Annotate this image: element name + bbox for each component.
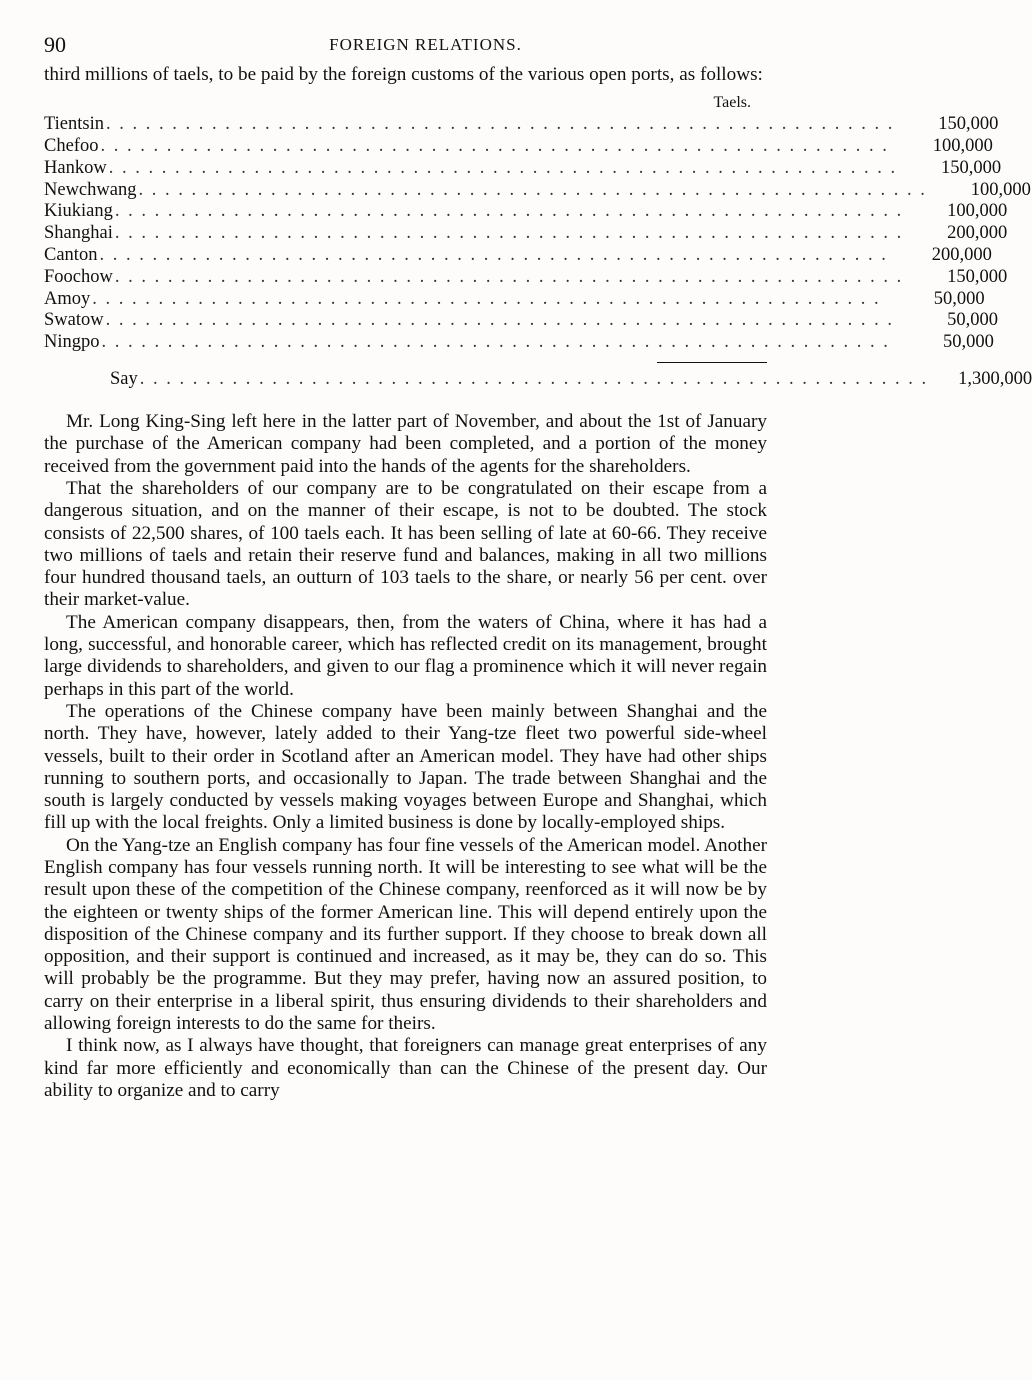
leader-dots: . . . . . . . . . . . . . . . . . . . . . . . . . . . . . . . . . . . . . . . . . . . . . . . . . . . . . . . . . . . . — [138, 179, 927, 200]
paragraph: Mr. Long King-Sing left here in the latter part of November, and about the 1st of January the purchase of the American company had been completed, and a portion of the money received from the government paid into the hands of the agents for the shareholders. — [44, 411, 767, 477]
total-amount: 1,300,000 — [958, 369, 1032, 390]
table-row — [44, 201, 1008, 223]
leader-dots: . . . . . . . . . . . . . . . . . . . . . . . . . . . . . . . . . . . . . . . . . . . . . . . . . . . . . . . . . . . . — [105, 310, 894, 331]
tael-amount: 100,000 — [970, 179, 1031, 200]
total-label: Say — [110, 369, 138, 390]
leader-dots: . . . . . . . . . . . . . . . . . . . . . . . . . . . . . . . . . . . . . . . . . . . . . . . . . . . . . . . . . . . . — [114, 201, 904, 222]
leader-dots: . . . . . . . . . . . . . . . . . . . . . . . . . . . . . . . . . . . . . . . . . . . . . . . . . . . . . . . . . . . . — [99, 245, 888, 266]
port-name: Chefoo — [44, 136, 99, 157]
table-row — [44, 310, 998, 332]
table-row — [44, 223, 1008, 245]
leader-dots: . . . . . . . . . . . . . . . . . . . . . . . . . . . . . . . . . . . . . . . . . . . . . . . . . . . . . . . . . . . . — [139, 369, 929, 390]
table-row — [44, 245, 992, 267]
tael-amount: 100,000 — [947, 201, 1008, 222]
table-row — [44, 157, 1002, 180]
table-row — [44, 179, 1031, 202]
paragraph: I think now, as I always have thought, that foreigners can manage great enterprises of any kind far more efficiently and economically than can the Chinese of the present day. Our ability to organize and to carry — [44, 1035, 767, 1101]
tael-amount: 150,000 — [940, 157, 1002, 178]
page-number: 90 — [44, 32, 66, 57]
table-unit-label: Taels. — [713, 94, 751, 112]
running-head: FOREIGN RELATIONS. — [329, 35, 522, 54]
tael-amount: 50,000 — [943, 332, 994, 353]
page-header — [44, 30, 767, 64]
port-name: Ningpo — [44, 332, 100, 353]
port-name: Tientsin — [44, 114, 104, 135]
table-row — [44, 266, 1008, 289]
table-row — [44, 136, 993, 158]
port-name: Kiukiang — [44, 201, 113, 222]
port-name: Canton — [44, 245, 98, 266]
leader-dots: . . . . . . . . . . . . . . . . . . . . . . . . . . . . . . . . . . . . . . . . . . . . . . . . . . . . . . . . . . . . — [114, 266, 904, 287]
table-rows — [44, 114, 1031, 354]
tael-amount: 50,000 — [947, 310, 998, 331]
leader-dots: . . . . . . . . . . . . . . . . . . . . . . . . . . . . . . . . . . . . . . . . . . . . . . . . . . . . . . . . . . . . — [108, 157, 898, 178]
port-name: Foochow — [44, 266, 113, 287]
body-text — [44, 411, 767, 1102]
leader-dots: . . . . . . . . . . . . . . . . . . . . . . . . . . . . . . . . . . . . . . . . . . . . . . . . . . . . . . . . . . . . — [92, 288, 881, 309]
intro-paragraph: third millions of taels, to be paid by the foreign customs of the various open ports, as follows: — [44, 64, 763, 85]
leader-dots: . . . . . . . . . . . . . . . . . . . . . . . . . . . . . . . . . . . . . . . . . . . . . . . . . . . . . . . . . . . . — [105, 114, 895, 135]
table-row — [44, 114, 999, 136]
port-name: Shanghai — [44, 223, 113, 244]
table-row — [44, 332, 994, 354]
leader-dots: . . . . . . . . . . . . . . . . . . . . . . . . . . . . . . . . . . . . . . . . . . . . . . . . . . . . . . . . . . . . — [101, 332, 890, 353]
paragraph: The American company disappears, then, from the waters of China, where it has had a long, successful, and honorable career, which has reflected credit on its management, brought large dividends to shareholders, and given to our flag a prominence which it will never regain perhaps in this part of the world. — [44, 611, 767, 700]
table-total-row — [44, 369, 1032, 393]
customs-table — [44, 92, 1032, 393]
port-name: Hankow — [44, 157, 107, 178]
port-name: Swatow — [44, 310, 104, 331]
tael-amount: 150,000 — [938, 114, 999, 135]
table-row — [44, 288, 985, 311]
port-name: Newchwang — [44, 179, 137, 200]
tael-amount: 200,000 — [947, 223, 1008, 244]
leader-dots: . . . . . . . . . . . . . . . . . . . . . . . . . . . . . . . . . . . . . . . . . . . . . . . . . . . . . . . . . . . . — [100, 136, 889, 157]
paragraph: On the Yang-tze an English company has four fine vessels of the American model. Another English company has four vessels running north. It will be interesting to see what will be the result upon these of the competition of the Chinese company, reenforced as it will now be by the eighteen or twenty ships of the former American line. This will depend entirely upon the disposition of the Chinese company and its further support. If they choose to break down all opposition, and their support is continued and increased, as it may be, they can do so. This will probably be the programme. But they may prefer, having now an assured position, to carry on their enterprise in a liberal spirit, thus ensuring dividends to their shareholders and allowing foreign interests to do the same for theirs. — [44, 834, 767, 1035]
paragraph: That the shareholders of our company are to be congratulated on their escape from a dangerous situation, and on the manner of their escape, is not to be doubted. The stock consists of 22,500 shares, of 100 taels each. It has been selling of late at 60-66. They receive two millions of taels and retain their reserve fund and balances, making in all two millions four hundred thousand taels, an outturn of 103 taels to the share, or nearly 56 per cent. over their market-value. — [44, 477, 767, 611]
leader-dots: . . . . . . . . . . . . . . . . . . . . . . . . . . . . . . . . . . . . . . . . . . . . . . . . . . . . . . . . . . . . — [114, 223, 904, 244]
tael-amount: 100,000 — [932, 136, 993, 157]
total-rule — [657, 362, 767, 363]
tael-amount: 50,000 — [933, 288, 985, 309]
tael-amount: 150,000 — [947, 266, 1008, 287]
tael-amount: 200,000 — [931, 245, 992, 266]
port-name: Amoy — [44, 288, 91, 309]
paragraph: The operations of the Chinese company have been mainly between Shanghai and the north. They have, however, lately added to their Yang-tze fleet two powerful side-wheel vessels, built to their order in Scotland after an American model. They have had other ships running to southern ports, and occasionally to Japan. The trade between Shanghai and the south is largely conducted by vessels making voyages between Europe and Shanghai, which fill up with the local freights. Only a limited business is done by locally-employed ships. — [44, 700, 767, 834]
